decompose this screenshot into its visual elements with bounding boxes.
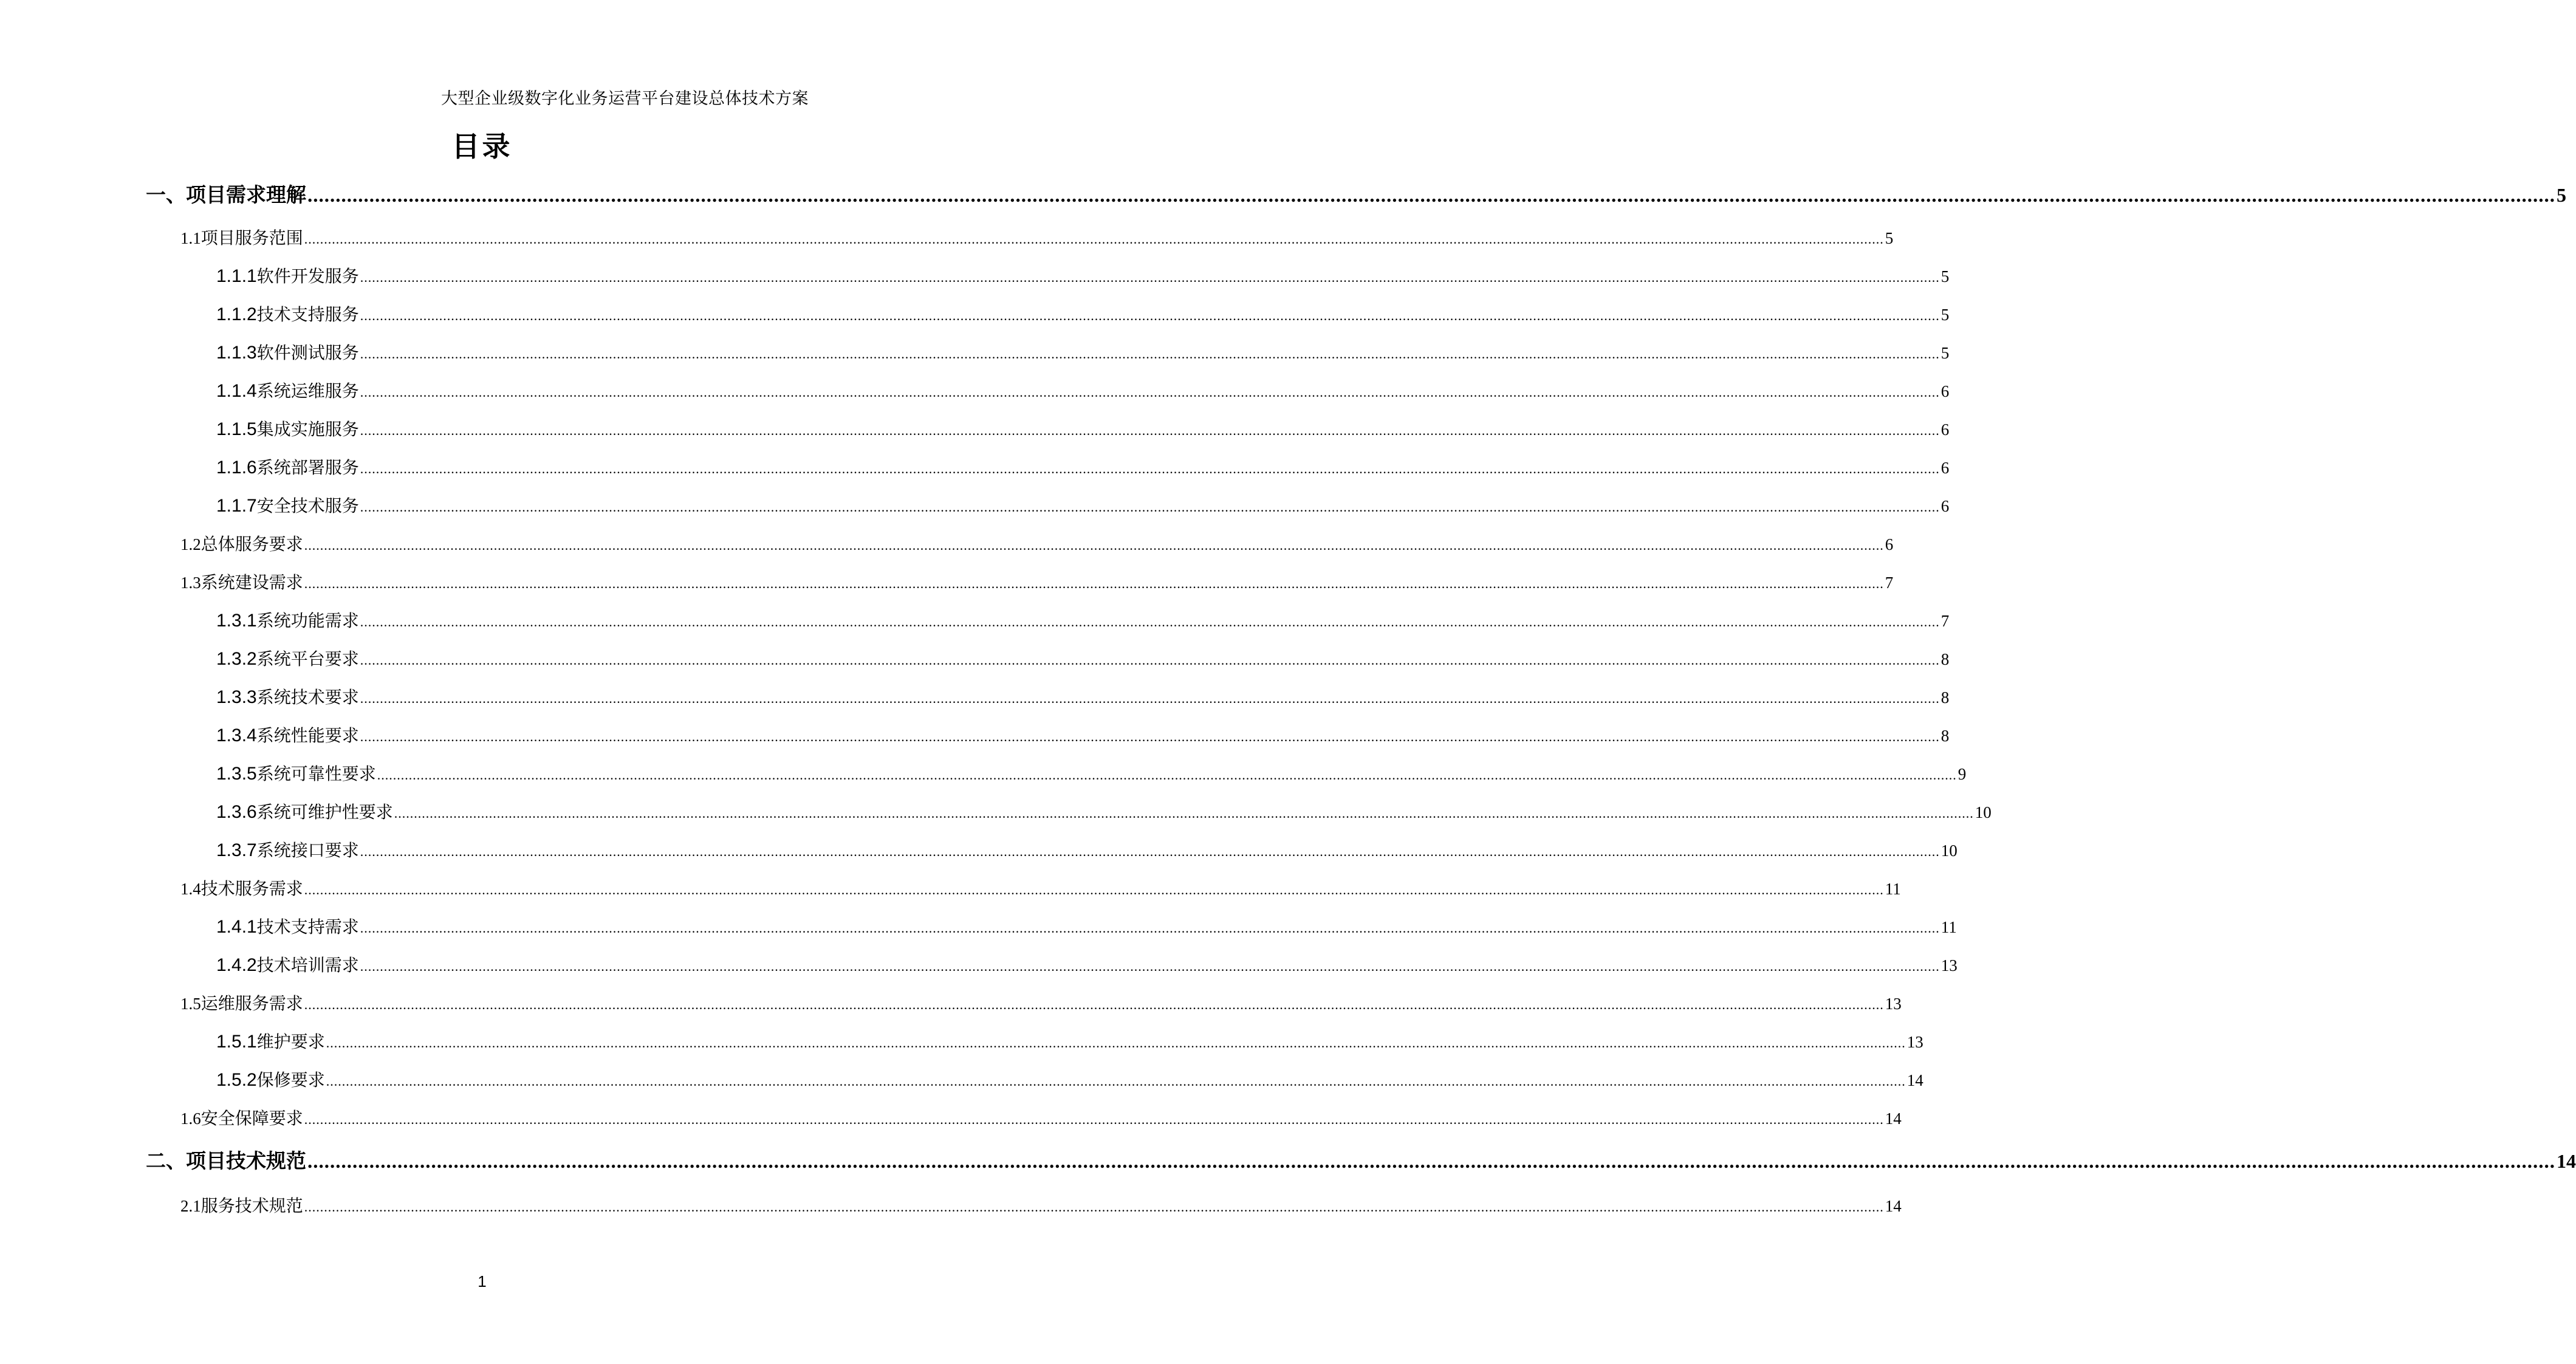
toc-entry-number: 1.3.1: [216, 611, 257, 631]
toc-entry[interactable]: [216, 722, 1950, 747]
toc-entry-number: 1.3.2: [216, 649, 257, 669]
toc-entry[interactable]: [180, 876, 1901, 900]
toc-dot-leader: ................................................................................................................................................................................................................................................................................................................................................................................................................: [360, 346, 1940, 362]
toc-entry-number: 1.1.6: [216, 458, 257, 478]
toc-entry[interactable]: [180, 990, 1902, 1015]
toc-entry-number: 1.4: [180, 880, 201, 898]
toc-entry-page: 6: [1941, 459, 1950, 477]
toc-dot-leader: ................................................................................................................................................................................................................................................................................................................................................................................................................: [304, 1199, 1884, 1215]
toc-dot-leader: ................................................................................................................................................................................................................................................................................................................................................................................................................: [360, 499, 1940, 515]
toc-entry-page: 11: [1885, 880, 1901, 898]
toc-dot-leader: ................................................................................................................................................................................................................................................................................................................................................................................................................: [360, 423, 1940, 438]
toc-entry[interactable]: [216, 608, 1950, 632]
toc-entry-number: 1.1.1: [216, 266, 257, 286]
toc-entry-number: 1.1.4: [216, 381, 257, 401]
header-rule: [146, 112, 817, 113]
toc-entry-number: 1.1.5: [216, 419, 257, 439]
toc-entry-page: 5: [1885, 229, 1894, 247]
toc-dot-leader: ................................................................................................................................................................................................................................................................................................................................................................................................................: [360, 844, 1940, 859]
toc-entry[interactable]: [216, 301, 1950, 326]
toc-entry-title: 项目技术规范: [186, 1149, 306, 1173]
toc-entry-page: 7: [1941, 612, 1950, 630]
toc-entry[interactable]: [216, 263, 1950, 287]
toc-entry-page: 10: [1941, 841, 1958, 860]
toc-entry-page: 8: [1941, 688, 1950, 707]
toc-entry-title: 项目需求理解: [186, 183, 306, 207]
toc-entry-page: 11: [1941, 918, 1957, 936]
toc-entry[interactable]: [180, 531, 1894, 555]
toc-entry[interactable]: [216, 952, 1958, 976]
toc-entry-title: 系统功能需求: [256, 611, 359, 631]
toc-entry[interactable]: [216, 684, 1950, 708]
toc-entry-title: 项目服务范围: [200, 228, 303, 248]
toc-entry-title: 技术服务需求: [200, 879, 303, 899]
toc-entry[interactable]: [146, 179, 2566, 208]
toc-entry-number: 1.3.6: [216, 802, 257, 822]
toc-entry-title: 运维服务需求: [200, 993, 303, 1013]
toc-entry[interactable]: [216, 416, 1950, 440]
toc-dot-leader: ................................................................................................................................................................................................................................................................................................................................................................................................................: [394, 806, 1974, 821]
toc-entry-number: 1.5.1: [216, 1032, 257, 1052]
toc-entry-number: 1.5: [180, 995, 201, 1013]
toc-entry-number: 1.1.2: [216, 304, 257, 324]
toc-entry[interactable]: [216, 340, 1950, 364]
toc-entry-title: 安全保障要求: [200, 1108, 303, 1128]
toc-entry[interactable]: [180, 569, 1894, 594]
toc-entry-number: 1.1.7: [216, 496, 257, 516]
page-number: 1: [478, 1272, 487, 1290]
toc-entry-number: 1.5.2: [216, 1070, 257, 1090]
toc-entry-page: 14: [1906, 1071, 1923, 1089]
toc-entry-title: 系统可维护性要求: [256, 802, 393, 822]
toc-entry-number: 一、: [146, 183, 186, 207]
toc-entry-page: 13: [1885, 995, 1902, 1013]
toc-entry-number: 2.1: [180, 1197, 201, 1215]
toc-entry[interactable]: [216, 761, 1967, 785]
toc-entry-page: 5: [1941, 267, 1950, 286]
toc-entry-page: 14: [1885, 1109, 1902, 1128]
toc-entry-page: 6: [1885, 535, 1894, 553]
toc-entry-number: 1.3.7: [216, 840, 257, 860]
toc-entry-number: 二、: [146, 1149, 186, 1173]
toc-entry-title: 软件测试服务: [256, 343, 359, 363]
toc-entry-number: 1.1: [180, 229, 201, 247]
toc-entry-title: 安全技术服务: [256, 496, 359, 516]
toc-dot-leader: ................................................................................................................................................................................................................................................................................................................................................................................................................: [326, 1035, 1906, 1050]
toc-dot-leader: ................................................................................................................................................................................................................................................................................................................................................................................................................: [360, 653, 1940, 668]
toc-entry-number: 1.4.2: [216, 955, 257, 975]
toc-entry-title: 集成实施服务: [256, 419, 359, 439]
toc-entry-number: 1.3: [180, 574, 201, 592]
toc-dot-leader: ................................................................................................................................................................................................................................................................................................................................................................................................................: [360, 461, 1940, 476]
toc-entry-title: 系统接口要求: [256, 840, 359, 860]
toc-entry-page: 5: [1941, 344, 1950, 362]
toc-dot-leader: ................................................................................................................................................................................................................................................................................................................................................................................................................: [304, 882, 1884, 897]
toc-entry-page: 13: [1941, 956, 1958, 975]
toc-dot-leader: ................................................................................................................................................................................................................................................................................................................................................................................................................: [360, 920, 1940, 936]
toc-dot-leader: ................................................................................................................................................................................................................................................................................................................................................................................................................: [377, 767, 1957, 783]
toc-entry-title: 技术培训需求: [256, 955, 359, 975]
toc-dot-leader: ................................................................................................................................................................................................................................................................................................................................................................................................................: [360, 614, 1940, 629]
toc-entry-number: 1.2: [180, 535, 201, 553]
toc-entry-number: 1.3.4: [216, 725, 257, 745]
toc-entry-page: 10: [1975, 803, 1992, 821]
toc-dot-leader: ................................................................................................................................................................................................................................................................................................................................................................................................................: [307, 1151, 2555, 1173]
toc-dot-leader: ................................................................................................................................................................................................................................................................................................................................................................................................................: [304, 231, 1884, 247]
toc-dot-leader: ................................................................................................................................................................................................................................................................................................................................................................................................................: [304, 538, 1884, 553]
toc-entry-page: 9: [1958, 765, 1967, 783]
toc-entry-title: 维护要求: [256, 1032, 325, 1052]
toc-entry-title: 软件开发服务: [256, 266, 359, 286]
toc-entry-page: 7: [1885, 574, 1894, 592]
toc-entry-number: 1.3.5: [216, 764, 257, 784]
toc-dot-leader: ................................................................................................................................................................................................................................................................................................................................................................................................................: [360, 385, 1940, 400]
toc-entry-title: 系统运维服务: [256, 381, 359, 401]
toc-entry-title: 服务技术规范: [200, 1196, 303, 1216]
toc-entry[interactable]: [216, 454, 1950, 479]
toc-entry-title: 系统平台要求: [256, 649, 359, 669]
toc-entry[interactable]: [216, 493, 1950, 517]
toc-entry[interactable]: [216, 799, 1992, 823]
toc-entry-page: 5: [2557, 184, 2566, 206]
toc-title: 目录: [451, 130, 513, 163]
toc-entry-title: 总体服务要求: [200, 534, 303, 554]
toc-dot-leader: ................................................................................................................................................................................................................................................................................................................................................................................................................: [360, 691, 1940, 706]
toc-entry-title: 系统建设需求: [200, 572, 303, 592]
toc-entry-number: 1.6: [180, 1109, 201, 1128]
toc-entry-number: 1.3.3: [216, 687, 257, 707]
toc-entry-page: 8: [1941, 727, 1950, 745]
toc-entry-title: 系统可靠性要求: [256, 764, 376, 784]
toc-entry[interactable]: [146, 1145, 2576, 1174]
toc-entry-page: 6: [1941, 382, 1950, 400]
toc-dot-leader: ................................................................................................................................................................................................................................................................................................................................................................................................................: [304, 1112, 1884, 1127]
running-header: 大型企业级数字化业务运营平台建设总体技术方案: [441, 89, 809, 108]
toc-entry-title: 保修要求: [256, 1070, 325, 1090]
toc-entry[interactable]: [180, 1193, 1902, 1217]
toc-entry-page: 14: [1885, 1197, 1902, 1215]
toc-entry-page: 14: [2557, 1150, 2576, 1172]
toc-dot-leader: ................................................................................................................................................................................................................................................................................................................................................................................................................: [360, 729, 1940, 744]
toc-dot-leader: ................................................................................................................................................................................................................................................................................................................................................................................................................: [304, 576, 1884, 591]
toc-entry-page: 5: [1941, 306, 1950, 324]
toc-entry-title: 技术支持服务: [256, 304, 359, 324]
toc-entry[interactable]: [216, 378, 1950, 402]
toc-entry-title: 技术支持需求: [256, 917, 359, 937]
toc-dot-leader: ................................................................................................................................................................................................................................................................................................................................................................................................................: [360, 308, 1940, 323]
toc-entry[interactable]: [216, 837, 1958, 862]
toc-entry[interactable]: [180, 225, 1894, 249]
toc-entry-page: 13: [1906, 1033, 1923, 1051]
toc-dot-leader: ................................................................................................................................................................................................................................................................................................................................................................................................................: [304, 997, 1884, 1012]
toc-entry-title: 系统性能要求: [256, 725, 359, 745]
toc-dot-leader: ................................................................................................................................................................................................................................................................................................................................................................................................................: [360, 959, 1940, 974]
toc-entry[interactable]: [216, 1067, 1923, 1091]
toc-entry-title: 系统部署服务: [256, 458, 359, 478]
toc-entry-page: 6: [1941, 497, 1950, 515]
toc-entry-number: 1.4.1: [216, 917, 257, 937]
toc-entry[interactable]: [216, 646, 1950, 670]
toc-entry-title: 系统技术要求: [256, 687, 359, 707]
toc-entry-page: 6: [1941, 420, 1950, 439]
toc-dot-leader: ................................................................................................................................................................................................................................................................................................................................................................................................................: [360, 270, 1940, 285]
toc-entry-number: 1.1.3: [216, 343, 257, 363]
toc-dot-leader: ................................................................................................................................................................................................................................................................................................................................................................................................................: [307, 185, 2555, 207]
toc-entry-page: 8: [1941, 650, 1950, 668]
toc-entry[interactable]: [216, 1029, 1923, 1053]
toc-dot-leader: ................................................................................................................................................................................................................................................................................................................................................................................................................: [326, 1074, 1906, 1089]
toc-entry[interactable]: [180, 1105, 1902, 1129]
toc-entry[interactable]: [216, 914, 1957, 938]
